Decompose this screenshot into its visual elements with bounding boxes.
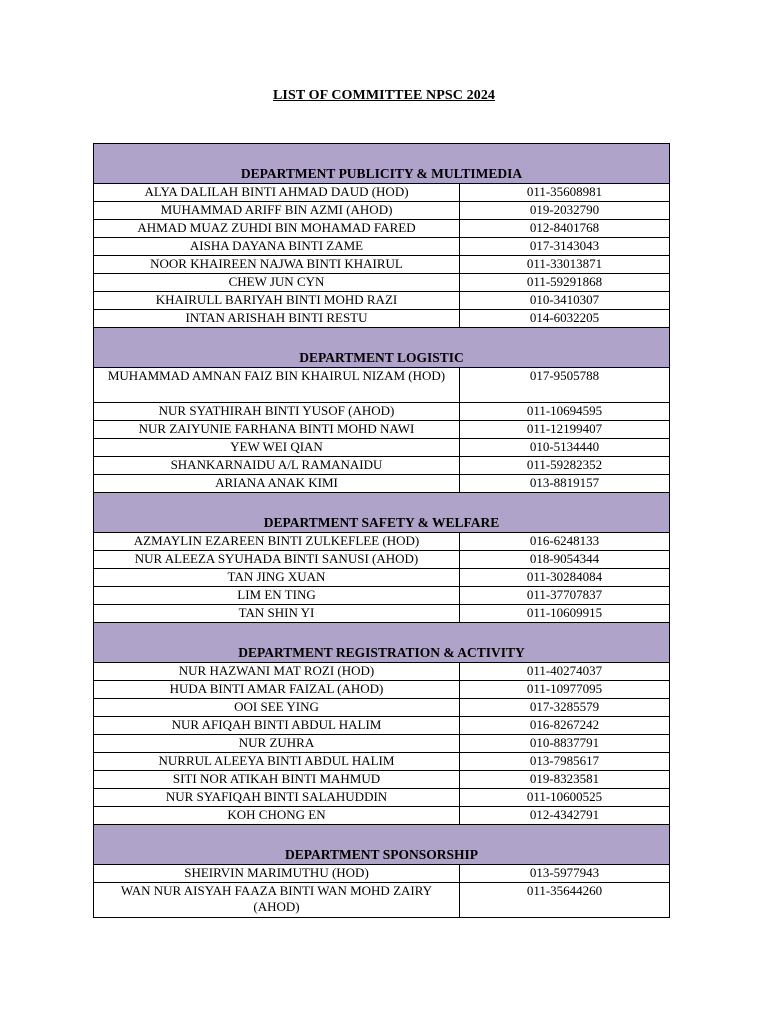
member-row xyxy=(94,789,670,807)
member-row xyxy=(94,865,670,883)
department-header-row xyxy=(94,144,670,184)
member-name: HUDA BINTI AMAR FAIZAL (AHOD) xyxy=(94,681,460,699)
member-name: NUR ZAIYUNIE FARHANA BINTI MOHD NAWI xyxy=(94,421,460,439)
member-name: MUHAMMAD ARIFF BIN AZMI (AHOD) xyxy=(94,202,460,220)
member-row xyxy=(94,735,670,753)
member-row xyxy=(94,717,670,735)
member-name: KHAIRULL BARIYAH BINTI MOHD RAZI xyxy=(94,292,460,310)
department-name: DEPARTMENT SAFETY & WELFARE xyxy=(94,493,670,533)
member-phone: 011-37707837 xyxy=(460,587,670,605)
member-phone: 010-5134440 xyxy=(460,439,670,457)
member-row xyxy=(94,457,670,475)
member-name: KOH CHONG EN xyxy=(94,807,460,825)
department-name: DEPARTMENT LOGISTIC xyxy=(94,328,670,368)
member-phone: 011-10609915 xyxy=(460,605,670,623)
department-name: DEPARTMENT SPONSORSHIP xyxy=(94,825,670,865)
member-name: AISHA DAYANA BINTI ZAME xyxy=(94,238,460,256)
member-phone: 011-10977095 xyxy=(460,681,670,699)
member-row xyxy=(94,403,670,421)
member-name: NUR AFIQAH BINTI ABDUL HALIM xyxy=(94,717,460,735)
member-phone: 011-59282352 xyxy=(460,457,670,475)
member-phone: 011-30284084 xyxy=(460,569,670,587)
member-phone: 012-4342791 xyxy=(460,807,670,825)
member-name: WAN NUR AISYAH FAAZA BINTI WAN MOHD ZAIRY (AHOD) xyxy=(94,883,460,918)
member-row xyxy=(94,439,670,457)
member-row xyxy=(94,551,670,569)
member-name: OOI SEE YING xyxy=(94,699,460,717)
member-row xyxy=(94,256,670,274)
member-name: NOOR KHAIREEN NAJWA BINTI KHAIRUL xyxy=(94,256,460,274)
member-phone: 012-8401768 xyxy=(460,220,670,238)
member-phone: 014-6032205 xyxy=(460,310,670,328)
member-phone: 011-10694595 xyxy=(460,403,670,421)
member-name: NUR SYAFIQAH BINTI SALAHUDDIN xyxy=(94,789,460,807)
document-title: LIST OF COMMITTEE NPSC 2024 xyxy=(272,88,496,103)
member-row xyxy=(94,274,670,292)
member-phone: 011-35644260 xyxy=(460,883,670,918)
member-phone: 011-59291868 xyxy=(460,274,670,292)
member-phone: 011-40274037 xyxy=(460,663,670,681)
member-row xyxy=(94,883,670,918)
member-name: AHMAD MUAZ ZUHDI BIN MOHAMAD FARED xyxy=(94,220,460,238)
member-row xyxy=(94,310,670,328)
member-phone: 016-6248133 xyxy=(460,533,670,551)
member-phone: 017-3143043 xyxy=(460,238,670,256)
member-phone: 013-8819157 xyxy=(460,475,670,493)
member-name: SHEIRVIN MARIMUTHU (HOD) xyxy=(94,865,460,883)
member-row xyxy=(94,605,670,623)
member-phone: 013-5977943 xyxy=(460,865,670,883)
member-row xyxy=(94,533,670,551)
member-phone: 017-3285579 xyxy=(460,699,670,717)
department-header-row xyxy=(94,328,670,368)
member-row xyxy=(94,292,670,310)
member-name: NUR ALEEZA SYUHADA BINTI SANUSI (AHOD) xyxy=(94,551,460,569)
member-row xyxy=(94,569,670,587)
member-row xyxy=(94,807,670,825)
member-row xyxy=(94,220,670,238)
member-phone: 018-9054344 xyxy=(460,551,670,569)
committee-table-body xyxy=(94,144,670,918)
member-row xyxy=(94,699,670,717)
department-header-row xyxy=(94,825,670,865)
member-name: CHEW JUN CYN xyxy=(94,274,460,292)
member-name: TAN JING XUAN xyxy=(94,569,460,587)
member-phone: 011-33013871 xyxy=(460,256,670,274)
member-name: ALYA DALILAH BINTI AHMAD DAUD (HOD) xyxy=(94,184,460,202)
member-row xyxy=(94,368,670,403)
member-phone: 016-8267242 xyxy=(460,717,670,735)
member-name: MUHAMMAD AMNAN FAIZ BIN KHAIRUL NIZAM (HOD) xyxy=(94,368,460,403)
member-name: NUR SYATHIRAH BINTI YUSOF (AHOD) xyxy=(94,403,460,421)
department-name: DEPARTMENT PUBLICITY & MULTIMEDIA xyxy=(94,144,670,184)
member-row xyxy=(94,202,670,220)
member-name: ARIANA ANAK KIMI xyxy=(94,475,460,493)
member-phone: 013-7985617 xyxy=(460,753,670,771)
member-row xyxy=(94,663,670,681)
member-name: NUR HAZWANI MAT ROZI (HOD) xyxy=(94,663,460,681)
member-phone: 011-12199407 xyxy=(460,421,670,439)
committee-table xyxy=(93,143,670,918)
member-name: YEW WEI QIAN xyxy=(94,439,460,457)
member-name: TAN SHIN YI xyxy=(94,605,460,623)
member-name: LIM EN TING xyxy=(94,587,460,605)
member-row xyxy=(94,421,670,439)
member-phone: 010-3410307 xyxy=(460,292,670,310)
member-phone: 017-9505788 xyxy=(460,368,670,403)
member-phone: 011-35608981 xyxy=(460,184,670,202)
member-name: NUR ZUHRA xyxy=(94,735,460,753)
member-name: INTAN ARISHAH BINTI RESTU xyxy=(94,310,460,328)
member-name: SHANKARNAIDU A/L RAMANAIDU xyxy=(94,457,460,475)
department-header-row xyxy=(94,493,670,533)
member-row xyxy=(94,184,670,202)
department-name: DEPARTMENT REGISTRATION & ACTIVITY xyxy=(94,623,670,663)
member-name: NURRUL ALEEYA BINTI ABDUL HALIM xyxy=(94,753,460,771)
member-phone: 019-2032790 xyxy=(460,202,670,220)
member-phone: 011-10600525 xyxy=(460,789,670,807)
member-phone: 010-8837791 xyxy=(460,735,670,753)
member-row xyxy=(94,587,670,605)
member-phone: 019-8323581 xyxy=(460,771,670,789)
member-name: SITI NOR ATIKAH BINTI MAHMUD xyxy=(94,771,460,789)
member-row xyxy=(94,238,670,256)
member-row xyxy=(94,771,670,789)
member-row xyxy=(94,475,670,493)
member-row xyxy=(94,681,670,699)
member-name: AZMAYLIN EZAREEN BINTI ZULKEFLEE (HOD) xyxy=(94,533,460,551)
department-header-row xyxy=(94,623,670,663)
member-row xyxy=(94,753,670,771)
